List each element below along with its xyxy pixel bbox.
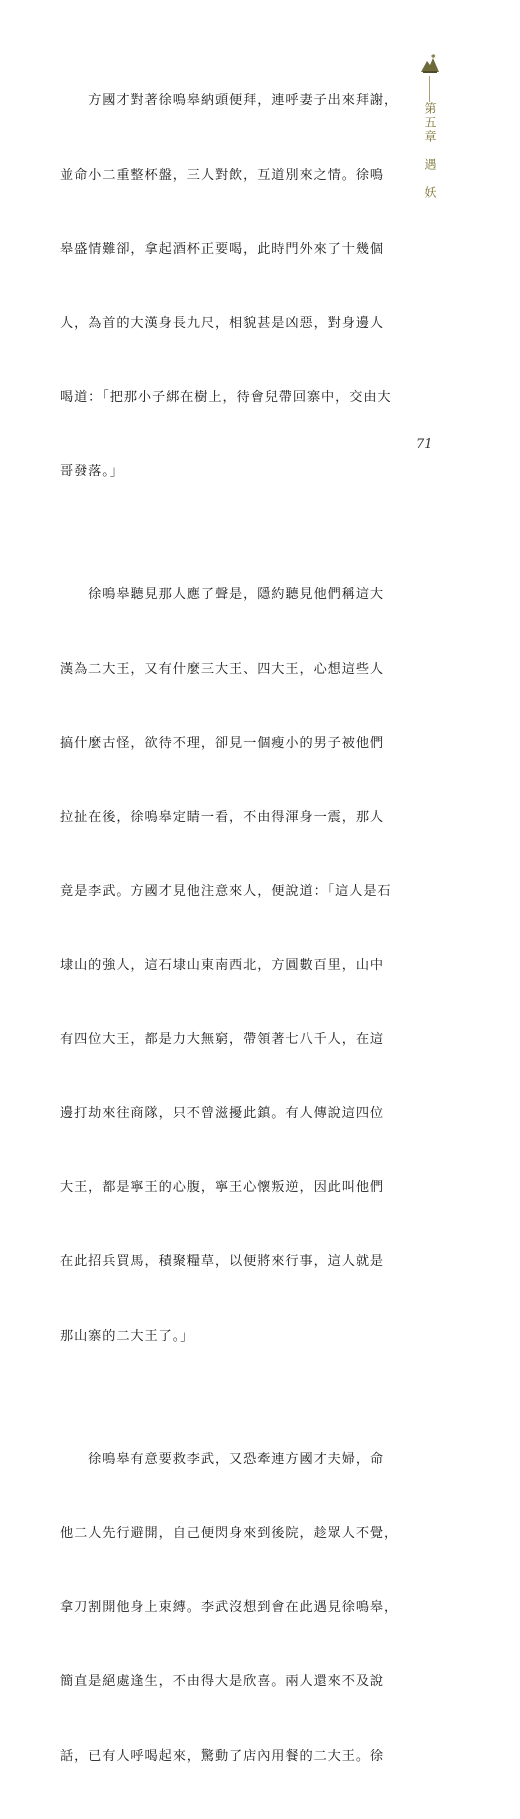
text-line: 拿刀割開他身上束縛。李武沒想到會在此遇見徐鳴皋， <box>60 1600 399 1616</box>
paragraph-3 <box>60 1399 402 1819</box>
paragraph-2 <box>60 534 402 1399</box>
text-line: 簡直是絕處逢生，不由得大是欣喜。兩人還來不及說 <box>60 1674 385 1690</box>
text-line: 徐鳴皋有意要救李武，又恐牽連方國才夫婦，命 <box>60 1452 385 1468</box>
text-line: 哥發落。」 <box>60 463 124 479</box>
text-line: 漢為二大王，又有什麼三大王、四大王，心想這些人 <box>60 661 385 677</box>
text-line: 搞什麼古怪，欲待不理，卻見一個瘦小的男子被他們 <box>60 735 385 751</box>
text-line: 那山寨的二大王了。」 <box>60 1328 195 1344</box>
chapter-label: 第五章 遇 妖 <box>423 102 437 200</box>
text-line: 在此招兵買馬，積聚糧草，以便將來行事，這人就是 <box>60 1254 385 1270</box>
text-line: 邊打劫來往商隊，只不曾滋擾此鎮。有人傳說這四位 <box>60 1106 385 1122</box>
text-line: 皋盛情難卻，拿起酒杯正要喝，此時門外來了十幾個 <box>60 241 385 257</box>
body-text <box>60 40 402 1819</box>
text-line: 拉扯在後，徐鳴皋定睛一看，不由得渾身一震，那人 <box>60 809 385 825</box>
text-line: 有四位大王，都是力大無窮，帶領著七八千人，在這 <box>60 1032 385 1048</box>
chapter-sidebar <box>412 52 448 202</box>
paragraph-1 <box>60 40 402 534</box>
text-line: 他二人先行避開，自己便閃身來到後院，趁眾人不覺， <box>60 1526 399 1542</box>
text-line: 大王，都是寧王的心腹，寧王心懷叛逆，因此叫他們 <box>60 1180 385 1196</box>
text-line: 人，為首的大漢身長九尺，相貌甚是凶惡，對身邊人 <box>60 315 385 331</box>
text-line: 徐鳴皋聽見那人應了聲是，隱約聽見他們稱這大 <box>60 587 385 603</box>
mountain-scene-icon <box>420 52 440 74</box>
text-line: 話，已有人呼喝起來，驚動了店內用餐的二大王。徐 <box>60 1748 385 1764</box>
page-number: 71 <box>416 437 433 452</box>
text-line: 方國才對著徐鳴皋納頭便拜，連呼妻子出來拜謝， <box>60 93 399 109</box>
text-line: 喝道：「把那小子綁在樹上，待會兒帶回寨中，交由大 <box>60 389 392 405</box>
text-line: 埭山的強人，這石埭山東南西北，方圓數百里，山中 <box>60 958 385 974</box>
text-line: 並命小二重整杯盤，三人對飲，互道別來之情。徐鳴 <box>60 167 385 183</box>
text-line: 竟是李武。方國才見他注意來人，便說道：「這人是石 <box>60 883 392 899</box>
